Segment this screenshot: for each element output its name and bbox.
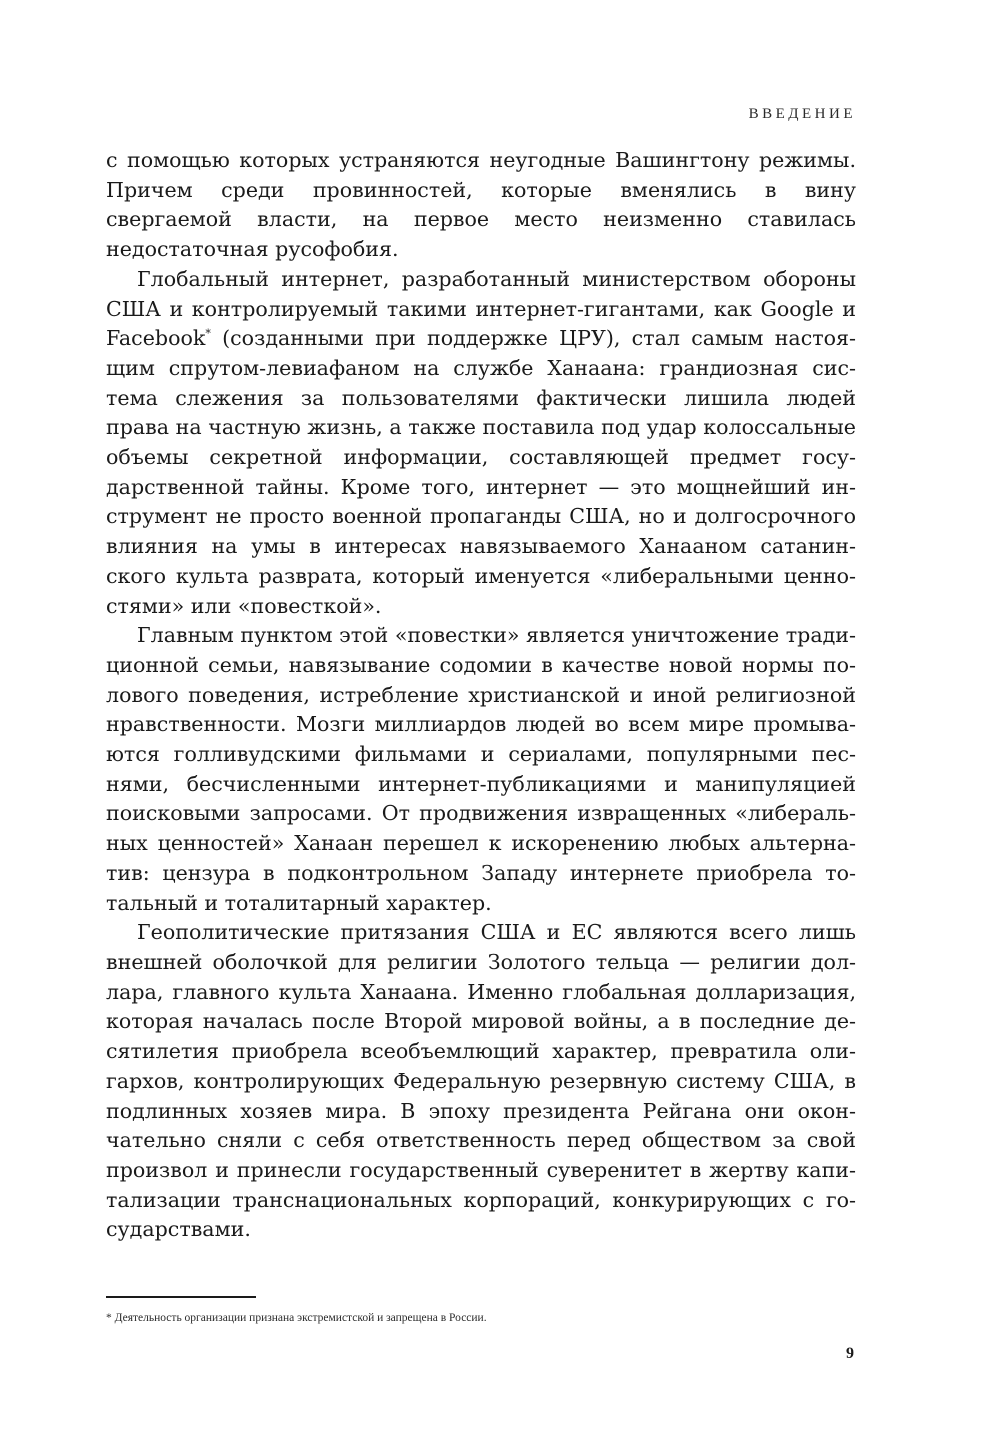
- paragraph-2-end: (созданными при поддержке ЦРУ), стал самым настоящим спрутом-левиафаном на службе Ханаана: грандиозная система слежения за пользователями фактически лишила людей права на частную жизнь, а также поставила под удар колоссальные объемы секретной информации, составляющей предмет государственной тайны. Кроме того, интернет — это мощнейший инструмент не просто военной пропаганды США, но и долгосрочного влияния на умы в интересах навязываемого Ханааном сатанинского культа разврата, который именуется «либеральными ценностями» или «повесткой».: [106, 326, 856, 618]
- paragraph-3: Главным пунктом этой «повестки» является уничтожение традиционной семьи, навязывание содомии в качестве новой нормы полового поведения, истребление христианской и иной религиозной нравственности. Мозги миллиардов людей во всем мире промываются голливудскими фильмами и сериалами, популярными песнями, бесчисленными интернет-публикациями и манипуляцией поисковыми запросами. От продвижения извращенных «либеральных ценностей» Ханаан перешел к искоренению любых альтернатив: цензура в подконтрольном Западу интернете приобрела тотальный и тоталитарный характер.: [106, 623, 856, 915]
- footnote-divider: [106, 1296, 256, 1298]
- footnote: * Деятельность организации признана экстремистской и запрещена в России.: [106, 1312, 487, 1324]
- paragraph-1: с помощью которых устраняются неугодные Вашингтону режимы. Причем среди провинностей, которые вменялись в вину свергаемой власти, на первое место неизменно ставилась недостаточная русофобия.: [106, 148, 856, 262]
- paragraph-4: Геополитические притязания США и ЕС являются всего лишь внешней оболочкой для религии Золотого тельца — религии доллара, главного культа Ханаана. Именно глобальная долларизация, которая началась после Второй мировой войны, а в последние десятилетия приобрела всеобъемлющий характер, превратила олигархов, контролирующих Федеральную резервную систему США, в подлинных хозяев мира. В эпоху президента Рейгана они окончательно сняли с себя ответственность перед обществом за свой произвол и принесли государственный суверенитет в жертву капитализации транснациональных корпораций, конкурирующих с государствами.: [106, 920, 856, 1242]
- body-text: [106, 146, 856, 1245]
- footnote-marker: *: [205, 327, 211, 341]
- page-number: 9: [846, 1345, 854, 1362]
- paragraph-2: [106, 265, 856, 621]
- paragraph-2-start: Глобальный интернет, разработанный министерством обороны США и контролируемый такими интернет-гигантами, как Google и Facebook: [106, 266, 856, 351]
- running-head: ВВЕДЕНИЕ: [748, 106, 856, 122]
